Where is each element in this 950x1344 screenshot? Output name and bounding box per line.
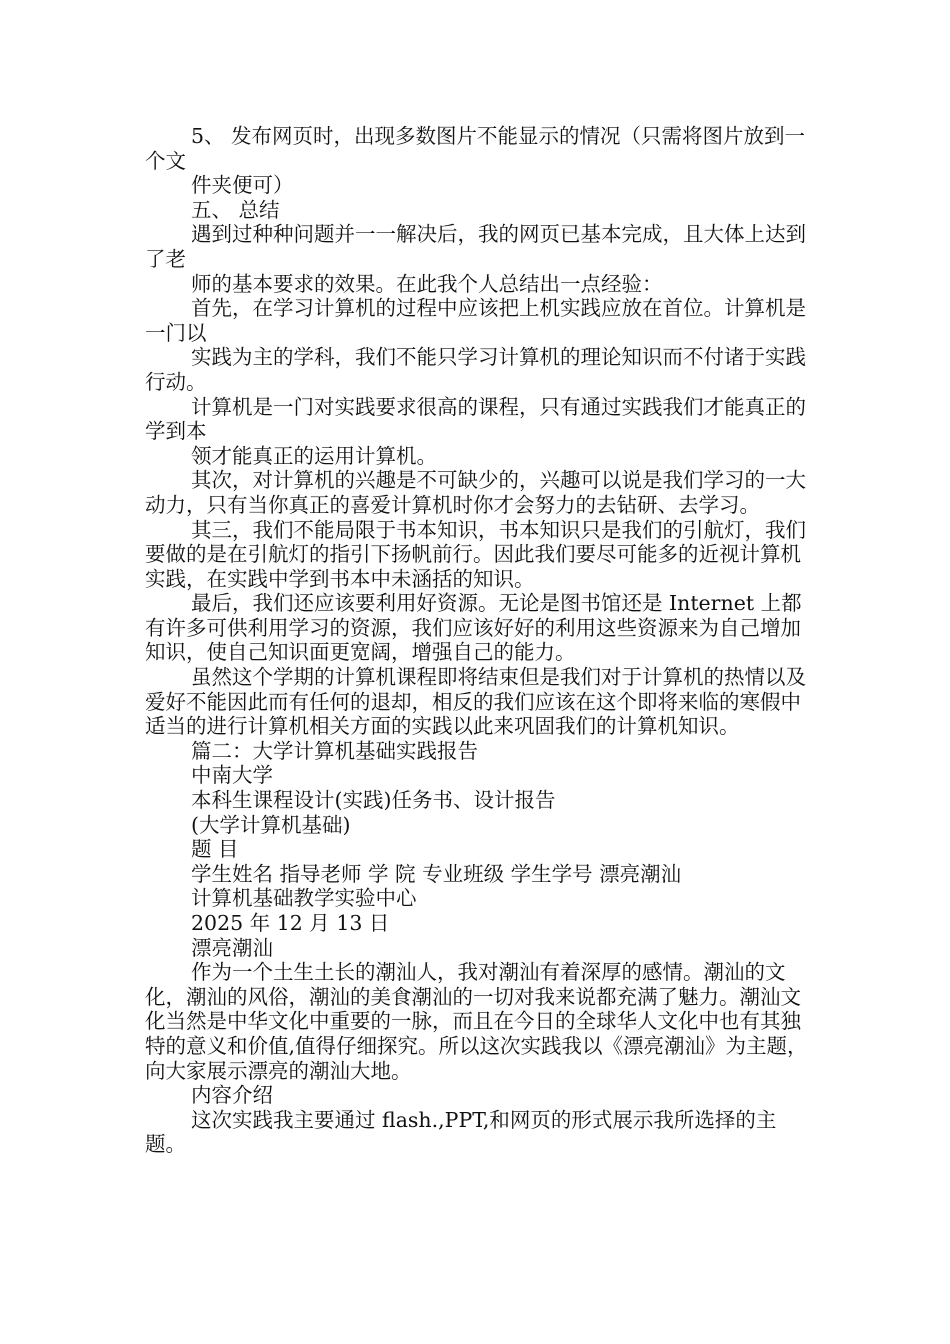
paragraph-practice-cont: 领才能真正的运用计算机。 [191, 443, 437, 468]
topic-title: 漂亮潮汕 [191, 935, 273, 960]
report-title: 本科生课程设计(实践)任务书、设计报告 [191, 788, 556, 813]
paragraph-second-point: 其次，对计算机的兴趣是不可缺少的，兴趣可以说是我们学习的一大动力，只有当你真正的喜爱计算机时你才会努力的去钻研、去学习。 [145, 468, 806, 517]
article-two-title: 篇二：大学计算机基础实践报告 [191, 738, 478, 763]
paragraph-practice: 计算机是一门对实践要求很高的课程，只有通过实践我们才能真正的学到本 [145, 394, 806, 444]
paragraph-content-intro: 这次实践我主要通过 flash.,PPT,和网页的形式展示我所选择的主题。 [145, 1107, 777, 1157]
document-body [145, 124, 815, 1157]
paragraph-summary-intro-cont: 师的基本要求的效果。在此我个人总结出一点经验： [191, 271, 663, 296]
center-name: 计算机基础教学实验中心 [191, 886, 417, 911]
paragraph-summary-intro: 遇到过种种问题并一一解决后，我的网页已基本完成，且大体上达到了老 [145, 222, 806, 271]
topic-label: 题 目 [191, 837, 239, 862]
report-date: 2025 年 12 月 13 日 [191, 911, 390, 935]
paragraph-conclusion: 虽然这个学期的计算机课程即将结束但是我们对于计算机的热情以及爱好不能因此而有任何的退却，相反的我们应该在这个即将来临的寒假中适当的进行计算机相关方面的实践以此来巩固我们的计算机知识。 [145, 665, 806, 739]
paragraph-publish-issue-cont: 件夹便可） [191, 173, 294, 198]
student-info-line: 学生姓名 指导老师 学 院 专业班级 学生学号 漂亮潮汕 [191, 861, 682, 886]
paragraph-first-point-cont: 实践为主的学科，我们不能只学习计算机的理论知识而不付诸于实践行动。 [145, 345, 806, 394]
paragraph-first-point: 首先，在学习计算机的过程中应该把上机实践应放在首位。计算机是一门以 [145, 296, 806, 345]
paragraph-chaoshan-intro: 作为一个土生土长的潮汕人，我对潮汕有着深厚的感情。潮汕的文化，潮汕的风俗，潮汕的美食潮汕的一切对我来说都充满了魅力。潮汕文化当然是中华文化中重要的一脉，而且在今日的全球华人文化中也有其独特的意义和价值,值得仔细探究。所以这次实践我以《漂亮潮汕》为主题，向大家展示漂亮的潮汕大地。 [145, 960, 808, 1083]
section-heading-summary: 五、 总结 [191, 197, 280, 222]
paragraph-last-point: 最后，我们还应该要利用好资源。无论是图书馆还是 Internet 上都有许多可供利用学习的资源，我们应该好好的利用这些资源来为自己增加知识，使自己知识面更宽阔，增强自己的能力。 [145, 591, 802, 665]
paragraph-publish-issue: 5、 发布网页时，出现多数图片不能显示的情况（只需将图片放到一个文 [145, 124, 806, 173]
university-name: 中南大学 [191, 763, 273, 788]
paragraph-third-point: 其三，我们不能局限于书本知识，书本知识只是我们的引航灯，我们要做的是在引航灯的指引下扬帆前行。因此我们要尽可能多的近视计算机实践，在实践中学到书本中未涵括的知识。 [145, 517, 806, 591]
course-name: (大学计算机基础) [191, 812, 351, 837]
section-heading-content: 内容介绍 [191, 1083, 273, 1108]
